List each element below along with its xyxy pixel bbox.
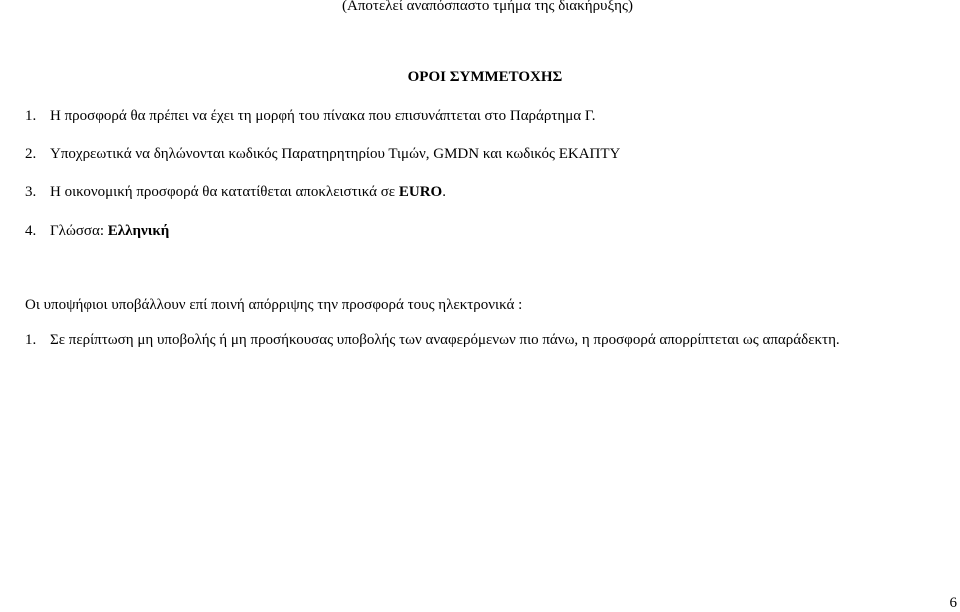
- item-text: Η προσφορά θα πρέπει να έχει τη μορφή του πίνακα που επισυνάπτεται στο Παράρτημα Γ.: [50, 108, 596, 124]
- item-emphasis: Ελληνική: [107, 223, 170, 239]
- page-number: 6: [949, 595, 957, 611]
- intro-paragraph: Οι υποψήφιοι υποβάλλουν επί ποινή απόρριψης την προσφορά τους ηλεκτρονικά :: [25, 297, 523, 313]
- item-number: 2.: [25, 146, 37, 162]
- list-item: [25, 222, 169, 240]
- list-item: [25, 183, 446, 201]
- item-number: 4.: [25, 223, 37, 239]
- item-text: Σε περίπτωση μη υποβολής ή μη προσήκουσας υποβολής των αναφερόμενων πιο πάνω, η προσφορά απορρίπτεται ως απαράδεκτη.: [50, 332, 840, 348]
- item-text: Υποχρεωτικά να δηλώνονται κωδικός Παρατηρητηρίου Τιμών, GMDN και κωδικός ΕΚΑΠΤΥ: [50, 146, 621, 162]
- item-number: 3.: [25, 184, 37, 200]
- item-number: 1.: [25, 108, 37, 124]
- item-suffix: .: [442, 184, 446, 200]
- header-note: (Αποτελεί αναπόσπαστο τμήμα της διακήρυξης): [342, 0, 633, 14]
- item-text: Η οικονομική προσφορά θα κατατίθεται αποκλειστικά σε: [50, 184, 399, 200]
- list-item: [25, 107, 596, 125]
- item-number: 1.: [25, 332, 37, 348]
- rejection-item: [25, 331, 840, 349]
- item-text: Γλώσσα:: [50, 223, 108, 239]
- item-emphasis: EURO: [398, 184, 443, 200]
- list-item: [25, 145, 620, 163]
- section-title: ΟΡΟΙ ΣΥΜΜΕΤΟΧΗΣ: [407, 69, 563, 85]
